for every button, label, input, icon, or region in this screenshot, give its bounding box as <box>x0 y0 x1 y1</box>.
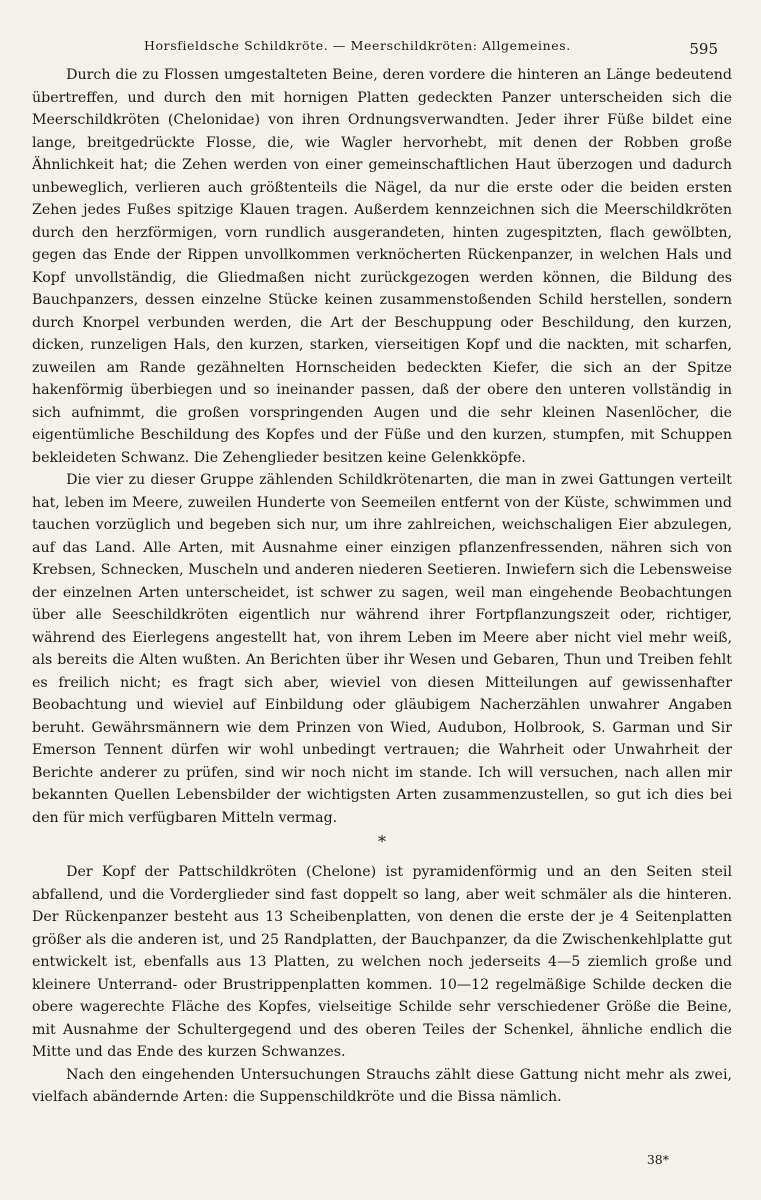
paragraph-2: Die vier zu dieser Gruppe zählenden Schildkrötenarten, die man in zwei Gattungen verteilt hat, leben im Meere, zuweilen Hunderte von Seemeilen entfernt von der Küste, schwimmen und tauchen vorzüglich und begeben sich nur, um ihre zahlreichen, weichschaligen Eier abzulegen, auf das Land. Alle Arten, mit Ausnahme einer einzigen pflanzenfressenden, nähren sich von Krebsen, Schnecken, Muscheln und anderen niederen Seetieren. Inwiefern sich die Lebensweise der einzelnen Arten unterscheidet, ist schwer zu sagen, weil man eingehende Beobachtungen über alle Seeschildkröten eigentlich nur während ihrer Fortpflanzungszeit oder, richtiger, während des Eierlegens angestellt hat, von ihrem Leben im Meere aber nicht viel mehr weiß, als bereits die Alten wußten. An Berichten über ihr Wesen und Gebaren, Thun und Treiben fehlt es freilich nicht; es fragt sich aber, wieviel von diesen Mitteilungen auf gewissenhafter Beobachtung und wieviel auf Einbildung oder gläubigem Nacherzählen unwahrer Angaben beruht. Gewährsmännern wie dem Prinzen von Wied, Audubon, Holbrook, S. Garman und Sir Emerson Tennent dürfen wir wohl unbedingt vertrauen; die Wahrheit oder Unwahrheit der Berichte anderer zu prüfen, sind wir noch nicht im stande. Ich will versuchen, nach allen mir bekannten Quellen Lebensbilder der wichtigsten Arten zusammenzustellen, so gut ich dies bei den für mich verfügbaren Mitteln vermag. <box>32 472 732 826</box>
signature-mark: 38* <box>646 1152 669 1167</box>
running-title: Horsfieldsche Schildkröte. — Meerschildkröten: Allgemeines. <box>144 38 571 53</box>
body-text <box>32 64 732 1109</box>
section-separator: * <box>378 832 386 851</box>
paragraph-1: Durch die zu Flossen umgestalteten Beine, deren vordere die hinteren an Länge bedeutend übertreffen, und durch den mit hornigen Platten gedeckten Panzer unterscheiden sich die Meerschildkröten (Chelonidae) von ihren Ordnungsverwandten. Jeder ihrer Füße bildet eine lange, breitgedrückte Flosse, die, wie Wagler hervorhebt, mit denen der Robben große Ähnlichkeit hat; die Zehen werden von einer gemeinschaftlichen Haut überzogen und dadurch unbeweglich, verlieren auch größtenteils die Nägel, da nur die erste oder die beiden ersten Zehen jedes Fußes spitzige Klauen tragen. Außerdem kennzeichnen sich die Meerschildkröten durch den herzförmigen, vorn rundlich ausgerandeten, hinten zugespitzten, flach gewölbten, gegen das Ende der Rippen unvollkommen verknöcherten Rückenpanzer, in welchen Hals und Kopf unvollständig, die Gliedmaßen nicht zurückgezogen werden können, die Bildung des Bauchpanzers, dessen einzelne Stücke keinen zusammenstoßenden Schild herstellen, sondern durch Knorpel verbunden werden, die Art der Beschuppung oder Beschildung, den kurzen, dicken, runzeligen Hals, den kurzen, starken, vierseitigen Kopf und die nackten, mit scharfen, zuweilen am Rande gezähnelten Hornscheiden bedeckten Kiefer, die sich an der Spitze hakenförmig überbiegen und so ineinander passen, daß der obere den unteren vollständig in sich aufnimmt, die großen vorspringenden Augen und die sehr kleinen Nasenlöcher, die eigentümliche Beschildung des Kopfes und der Füße und den kurzen, stumpfen, mit Schuppen bekleideten Schwanz. Die Zehenglieder besitzen keine Gelenkköpfe. <box>32 67 732 466</box>
paragraph-3: Der Kopf der Pattschildkröten (Chelone) ist pyramidenförmig und an den Seiten steil abfallend, und die Vorderglieder sind fast doppelt so lang, aber weit schmäler als die hinteren. Der Rückenpanzer besteht aus 13 Scheibenplatten, von denen die erste der je 4 Seitenplatten größer als die anderen ist, und 25 Randplatten, der Bauchpanzer, da die Zwischenkehlplatte gut entwickelt ist, ebenfalls aus 13 Platten, zu welchen noch jederseits 4—5 ziemlich große und kleinere Unterrand- oder Brustrippenplatten kommen. 10—12 regelmäßige Schilde decken die obere wagerechte Fläche des Kopfes, vielseitige Schilde sehr verschiedener Größe die Beine, mit Ausnahme der Schultergegend und des oberen Teiles der Schenkel, ähnliche endlich die Mitte und das Ende des kurzen Schwanzes. <box>32 864 732 1060</box>
running-header <box>32 34 732 64</box>
page-number: 595 <box>689 40 718 58</box>
paragraph-4: Nach den eingehenden Untersuchungen Strauchs zählt diese Gattung nicht mehr als zwei, vielfach abändernde Arten: die Suppenschildkröte und die Bissa nämlich. <box>32 1066 732 1105</box>
